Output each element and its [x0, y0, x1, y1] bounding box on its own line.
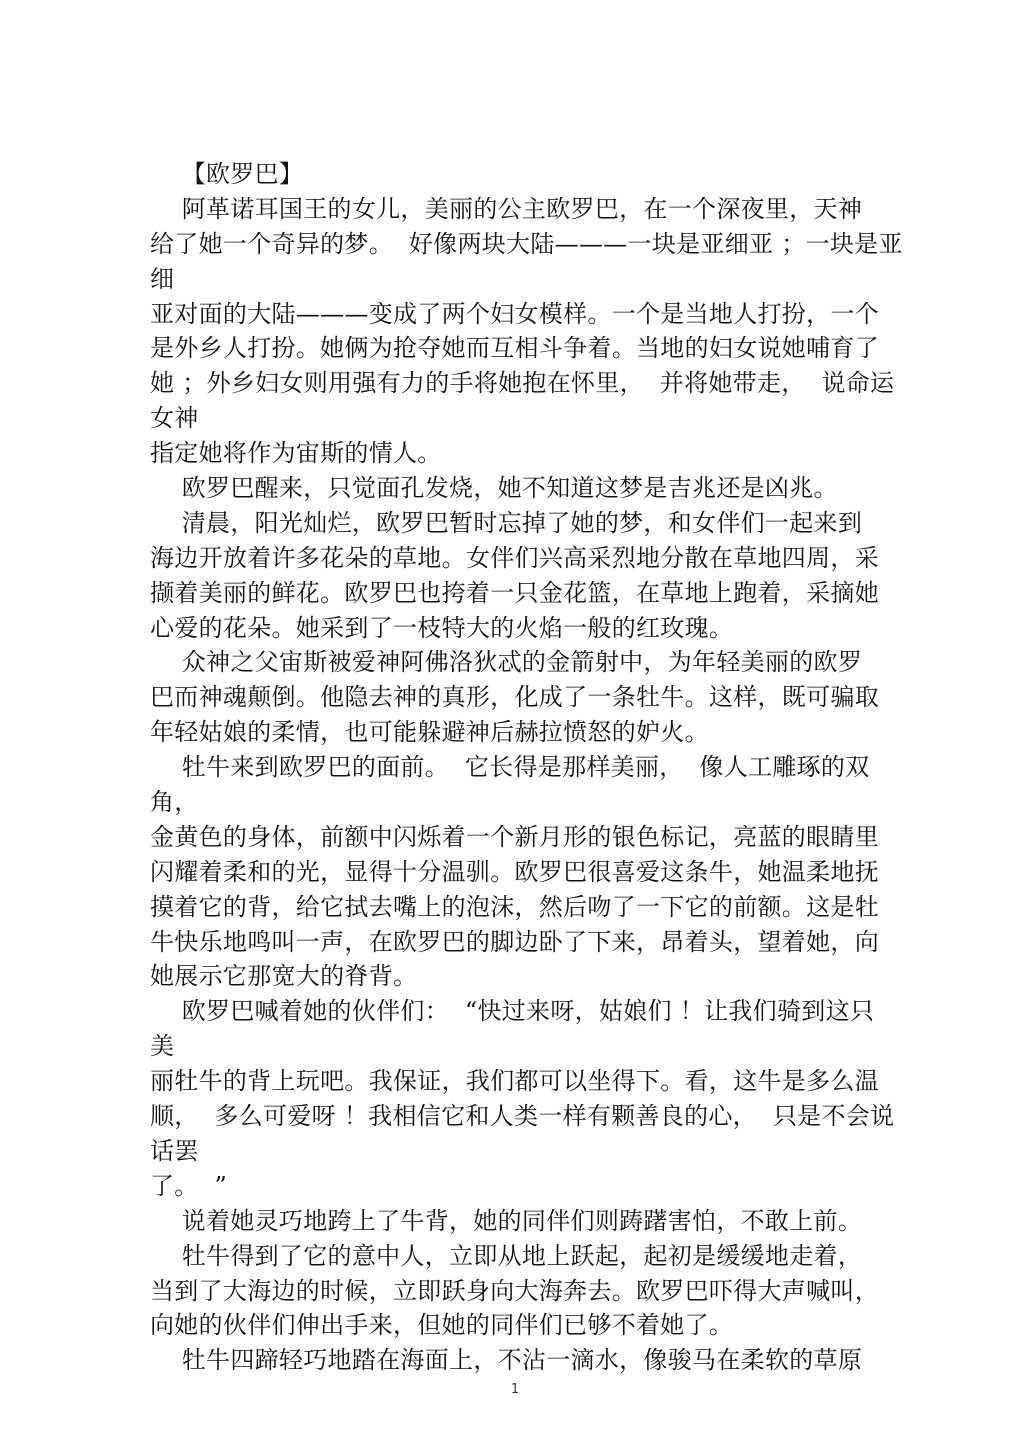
text-line: 牡牛来到欧罗巴的面前。 它长得是那样美丽， 像人工雕琢的双: [150, 753, 870, 782]
text-line: 向她的伙伴们伸出手来，但她的同伴们已够不着她了。: [150, 1311, 734, 1340]
text-line: 她展示它那宽大的脊背。: [150, 962, 418, 991]
text-line: 亚对面的大陆———变成了两个妇女模样。一个是当地人打扮，一个: [150, 299, 879, 328]
text-line: 撷着美丽的鲜花。欧罗巴也挎着一只金花篮，在草地上跑着，采摘她: [150, 578, 879, 607]
text-line: 年轻姑娘的柔情，也可能躲避神后赫拉愤怒的妒火。: [150, 718, 709, 747]
text-line: 她 ；外乡妇女则用强有力的手将她抱在怀里， 并将她带走， 说命运: [150, 369, 895, 398]
text-line: 顺， 多么可爱呀 ！我相信它和人类一样有颗善良的心， 只是不会说: [150, 1102, 895, 1131]
text-line: 海边开放着许多花朵的草地。女伴们兴高采烈地分散在草地四周，采: [150, 543, 879, 572]
text-line: 金黄色的身体，前额中闪烁着一个新月形的银色标记，亮蓝的眼睛里: [150, 822, 879, 851]
text-line: 清晨，阳光灿烂，欧罗巴暂时忘掉了她的梦，和女伴们一起来到: [150, 508, 863, 537]
text-line: 丽牡牛的背上玩吧。我保证，我们都可以坐得下。看，这牛是多么温: [150, 1067, 879, 1096]
text-line: 巴而神魂颠倒。他隐去神的真形，化成了一条牡牛。这样，既可骗取: [150, 683, 879, 712]
text-line: 欧罗巴醒来，只觉面孔发烧，她不知道这梦是吉兆还是凶兆。: [150, 474, 838, 503]
text-line: 指定她将作为宙斯的情人。: [150, 439, 442, 468]
text-line: 心爱的花朵。她采到了一枝特大的火焰一般的红玫瑰。: [150, 613, 734, 642]
text-line: 阿革诺耳国王的女儿，美丽的公主欧罗巴，在一个深夜里，天神: [150, 194, 863, 223]
text-line: 当到了大海边的时候，立即跃身向大海奔去。欧罗巴吓得大声喊叫，: [150, 1276, 879, 1305]
text-line: 话罢: [150, 1136, 199, 1165]
text-line: 【欧罗巴】: [150, 160, 304, 188]
text-line: 欧罗巴喊着她的伙伴们： “快过来呀，姑娘们 ！让我们骑到这只: [150, 997, 875, 1026]
text-line: 摸着它的背，给它拭去嘴上的泡沫，然后吻了一下它的前额。这是牡: [150, 892, 879, 921]
text-line: 牡牛得到了它的意中人，立即从地上跃起，起初是缓缓地走着，: [150, 1241, 863, 1270]
text-line: 女神: [150, 404, 199, 433]
text-line: 闪耀着柔和的光，显得十分温驯。欧罗巴很喜爱这条牛，她温柔地抚: [150, 857, 879, 886]
text-line: 细: [150, 264, 175, 293]
text-line: 了。 ”: [150, 1171, 228, 1200]
text-line: 角，: [150, 788, 199, 817]
text-line: 说着她灵巧地跨上了牛背，她的同伴们则踌躇害怕，不敢上前。: [150, 1206, 863, 1235]
text-line: 是外乡人打扮。她俩为抢夺她而互相斗争着。当地的妇女说她哺育了: [150, 334, 879, 363]
text-line: 牛快乐地鸣叫一声，在欧罗巴的脚边卧了下来，昂着头，望着她，向: [150, 927, 879, 956]
body-text: [150, 157, 903, 1378]
text-line: 牡牛四蹄轻巧地踏在海面上，不沾一滴水，像骏马在柔软的草原: [150, 1346, 863, 1375]
page-number: 1: [510, 1382, 520, 1397]
text-line: 给了她一个奇异的梦。 好像两块大陆———一块是亚细亚 ；一块是亚: [150, 229, 903, 258]
text-line: 美: [150, 1032, 175, 1061]
text-line: 众神之父宙斯被爱神阿佛洛狄忒的金箭射中，为年轻美丽的欧罗: [150, 648, 863, 677]
